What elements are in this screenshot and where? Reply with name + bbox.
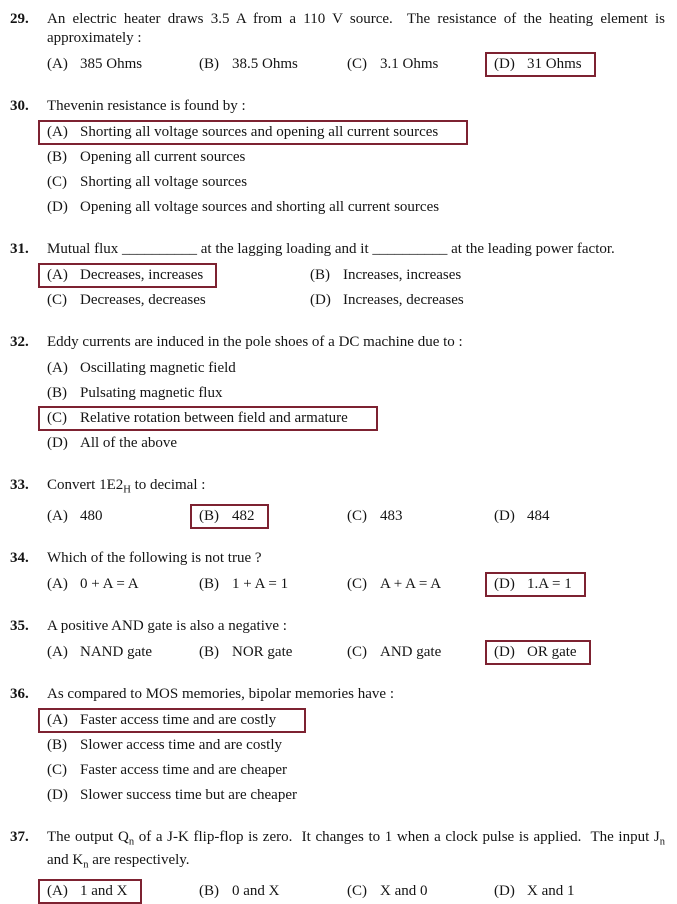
option-d: [494, 504, 665, 529]
options: [47, 356, 665, 456]
option-letter: (B): [199, 56, 219, 72]
question-34: [10, 549, 665, 597]
option-text: Relative rotation between field and armature: [80, 410, 348, 426]
question-number: 33.: [10, 477, 29, 493]
option-content: [38, 572, 153, 597]
option-letter: (A): [47, 882, 68, 899]
question-29: [10, 10, 669, 77]
option-a: [47, 640, 199, 665]
option-content: [301, 288, 478, 313]
option-c: [47, 288, 310, 313]
option-text: NOR gate: [232, 643, 293, 660]
option-text: Increases, increases: [343, 267, 462, 283]
answer-box: [38, 120, 468, 145]
option-content: [38, 758, 317, 783]
option-letter: (B): [47, 736, 67, 753]
option-text: Oscillating magnetic field: [80, 360, 236, 376]
option-text: X and 1: [527, 882, 575, 899]
question-32: [10, 333, 665, 456]
question-text: [47, 476, 665, 500]
option-content: [38, 356, 266, 381]
option-text: Opening all current sources: [80, 149, 246, 165]
option-letter: (C): [47, 410, 67, 426]
option-letter: (C): [347, 882, 367, 899]
text-segment: are respectively.: [88, 852, 190, 868]
question-number: 34.: [10, 549, 29, 566]
text-segment: and K: [47, 828, 669, 868]
options: [47, 879, 665, 904]
text-segment: As compared to MOS memories, bipolar memories have :: [47, 685, 395, 702]
question-number: 35.: [10, 617, 29, 634]
question-text: [47, 685, 665, 704]
option-b: [47, 733, 665, 758]
option-letter: (D): [47, 435, 68, 451]
option-content: [190, 640, 306, 665]
option-letter: (A): [47, 711, 68, 728]
option-a: [47, 263, 310, 288]
question-number: 30.: [10, 98, 29, 114]
text-segment: Thevenin resistance is found by :: [47, 98, 246, 114]
answer-box: [485, 52, 596, 77]
option-letter: (D): [494, 643, 515, 660]
option-content: [190, 879, 294, 904]
question-body: [47, 476, 665, 529]
option-content: [38, 195, 469, 220]
option-letter: (C): [347, 507, 367, 524]
option-content: [338, 504, 417, 529]
option-letter: (C): [47, 761, 67, 778]
option-b: [199, 879, 347, 904]
option-content: [338, 572, 455, 597]
option-c: [47, 758, 665, 783]
question-number: 37.: [10, 828, 29, 845]
question-body: [47, 685, 665, 808]
option-c: [47, 170, 665, 195]
option-content: [38, 640, 166, 665]
option-letter: (D): [494, 507, 515, 524]
option-text: Faster access time and are cheaper: [80, 761, 287, 778]
answer-box: [38, 406, 378, 431]
question-body: [47, 97, 665, 220]
option-text: 31 Ohms: [527, 56, 582, 72]
option-letter: (D): [494, 575, 515, 592]
option-b: [199, 52, 347, 77]
text-segment: Convert 1E2: [47, 477, 124, 493]
option-text: Faster access time and are costly: [80, 711, 277, 728]
option-text: Slower access time and are costly: [80, 736, 283, 753]
option-content: [38, 145, 275, 170]
subscript-text: n: [83, 859, 89, 871]
answer-box: [485, 640, 591, 665]
option-b: [47, 381, 665, 406]
option-letter: (B): [199, 507, 219, 524]
question-body: [47, 617, 665, 665]
option-content: [38, 783, 327, 808]
question-31: [10, 240, 665, 313]
option-content: [38, 170, 277, 195]
option-d: [494, 52, 665, 77]
option-c: [347, 640, 494, 665]
options: [47, 263, 665, 313]
question-text: [47, 549, 665, 568]
option-content: [301, 263, 475, 288]
subscript-text: n: [128, 836, 135, 847]
options: [47, 572, 665, 597]
option-letter: (D): [47, 786, 68, 803]
option-c: [347, 504, 494, 529]
option-letter: (A): [47, 575, 68, 592]
question-number: 31.: [10, 241, 29, 257]
option-content: [338, 52, 452, 77]
text-segment: An electric heater draws 3.5 A from a 110 V source. The resistance of the heating element is approximately :: [47, 11, 669, 46]
option-letter: (B): [199, 643, 219, 660]
option-d: [47, 195, 665, 220]
option-a: [47, 120, 665, 145]
option-letter: (D): [494, 56, 515, 72]
option-text: Slower success time but are cheaper: [80, 786, 297, 803]
option-letter: (C): [47, 174, 67, 190]
options: [47, 708, 665, 808]
option-text: 483: [380, 507, 403, 524]
option-text: Increases, decreases: [343, 292, 464, 308]
option-text: AND gate: [380, 643, 442, 660]
option-letter: (C): [347, 56, 367, 72]
question-33: [10, 476, 665, 529]
question-35: [10, 617, 665, 665]
option-b: [199, 572, 347, 597]
option-text: Opening all voltage sources and shorting all current sources: [80, 199, 440, 215]
options: [47, 52, 665, 77]
option-text: A + A = A: [380, 575, 442, 592]
option-c: [347, 572, 494, 597]
option-a: [47, 356, 665, 381]
option-letter: (C): [47, 292, 67, 308]
option-letter: (D): [47, 199, 68, 215]
question-text: [47, 828, 669, 875]
option-text: 482: [232, 507, 255, 524]
option-text: Pulsating magnetic flux: [80, 385, 223, 401]
option-b: [47, 145, 665, 170]
option-text: Decreases, decreases: [80, 292, 206, 308]
option-content: [38, 288, 220, 313]
option-text: X and 0: [380, 882, 428, 899]
text-segment: to decimal :: [130, 477, 206, 493]
option-letter: (C): [347, 575, 367, 592]
option-a: [47, 879, 199, 904]
option-letter: (D): [310, 292, 331, 308]
text-segment: The output Q: [47, 828, 129, 845]
subscript-text: H: [123, 484, 131, 496]
option-content: [38, 504, 117, 529]
option-text: 0 and X: [232, 882, 280, 899]
option-d: [494, 879, 665, 904]
question-text: [47, 10, 669, 48]
option-letter: (A): [47, 124, 68, 140]
option-text: Shorting all voltage sources: [80, 174, 248, 190]
options: [47, 120, 665, 220]
question-30: [10, 97, 665, 220]
option-text: 1 + A = 1: [232, 575, 289, 592]
option-text: All of the above: [80, 435, 178, 451]
question-text: [47, 333, 665, 352]
option-text: Shorting all voltage sources and opening all current sources: [80, 124, 439, 140]
subscript-text: n: [659, 836, 665, 847]
option-text: 480: [80, 507, 103, 524]
option-content: [485, 504, 564, 529]
question-number: 29.: [10, 11, 29, 27]
option-letter: (A): [47, 360, 68, 376]
option-content: [38, 52, 156, 77]
option-content: [485, 879, 589, 904]
option-letter: (A): [47, 507, 68, 524]
option-letter: (D): [494, 882, 515, 899]
option-letter: (B): [199, 882, 219, 899]
option-b: [199, 640, 347, 665]
option-text: 0 + A = A: [80, 575, 139, 592]
option-d: [47, 783, 665, 808]
option-d: [310, 288, 665, 313]
option-letter: (B): [199, 575, 219, 592]
option-text: OR gate: [527, 643, 577, 660]
option-letter: (A): [47, 267, 68, 283]
option-content: [38, 381, 252, 406]
option-letter: (A): [47, 643, 68, 660]
option-text: 385 Ohms: [80, 56, 143, 72]
question-text: [47, 617, 665, 636]
text-segment: A positive AND gate is also a negative :: [47, 617, 287, 634]
option-b: [310, 263, 665, 288]
option-letter: (A): [47, 56, 68, 72]
text-segment: Eddy currents are induced in the pole shoes of a DC machine due to :: [47, 334, 463, 350]
answer-box: [485, 572, 586, 597]
option-letter: (C): [347, 643, 367, 660]
question-body: [47, 549, 665, 597]
option-a: [47, 504, 199, 529]
options: [47, 504, 665, 529]
question-number: 32.: [10, 334, 29, 350]
option-c: [347, 879, 494, 904]
option-letter: (B): [47, 385, 67, 401]
text-segment: Mutual flux __________ at the lagging loading and it __________ at the leading power factor.: [47, 241, 615, 257]
option-content: [190, 572, 302, 597]
option-content: [190, 52, 312, 77]
text-segment: Which of the following is not true ?: [47, 549, 262, 566]
option-a: [47, 708, 665, 733]
option-content: [38, 431, 207, 456]
options: [47, 640, 665, 665]
question-body: [47, 10, 669, 77]
question-body: [47, 828, 669, 904]
answer-box: [38, 879, 142, 904]
answer-box: [190, 504, 269, 529]
question-body: [47, 333, 665, 456]
question-36: [10, 685, 665, 808]
option-d: [47, 431, 665, 456]
option-d: [494, 572, 665, 597]
option-d: [494, 640, 665, 665]
answer-box: [38, 263, 217, 288]
option-b: [199, 504, 347, 529]
question-body: [47, 240, 665, 313]
option-letter: (B): [310, 267, 330, 283]
option-text: 38.5 Ohms: [232, 56, 298, 72]
option-content: [338, 879, 442, 904]
option-content: [38, 733, 312, 758]
option-content: [338, 640, 455, 665]
option-c: [47, 406, 665, 431]
option-c: [347, 52, 494, 77]
question-text: [47, 240, 665, 259]
option-a: [47, 52, 199, 77]
option-text: 484: [527, 507, 550, 524]
text-segment: of a J-K flip-flop is zero. It changes to 1 when a clock pulse is applied. The input J: [134, 828, 660, 845]
option-text: 1 and X: [80, 882, 128, 899]
option-text: 3.1 Ohms: [380, 56, 439, 72]
option-text: Decreases, increases: [80, 267, 204, 283]
option-text: NAND gate: [80, 643, 153, 660]
question-number: 36.: [10, 685, 29, 702]
option-text: 1.A = 1: [527, 575, 572, 592]
question-text: [47, 97, 665, 116]
option-a: [47, 572, 199, 597]
option-letter: (B): [47, 149, 67, 165]
answer-box: [38, 708, 306, 733]
question-37: [10, 828, 669, 904]
